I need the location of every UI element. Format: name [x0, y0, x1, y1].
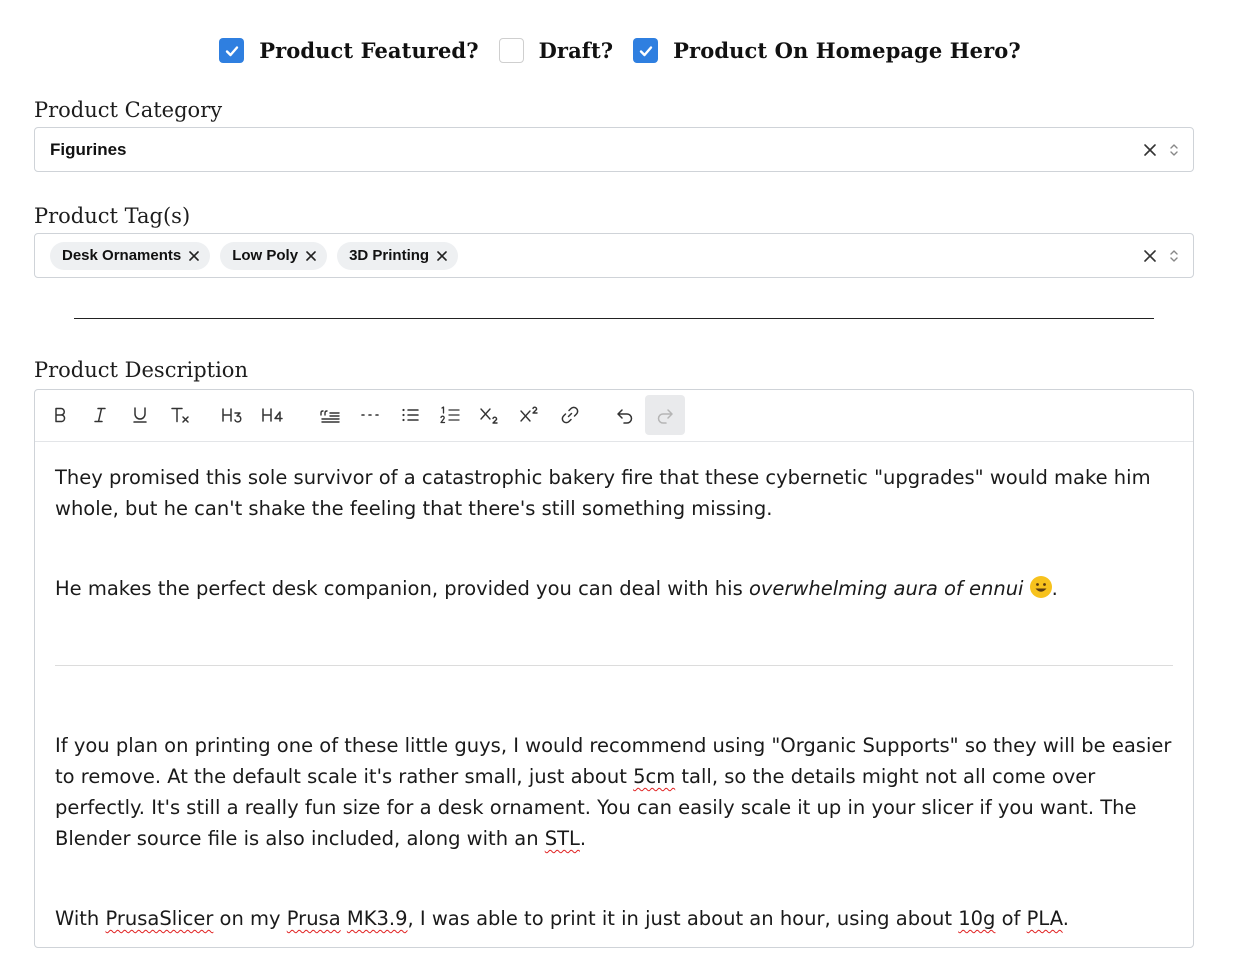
paragraph-text: , I was able to print it in just about an hour, using about	[407, 907, 959, 930]
clear-format-button[interactable]	[160, 395, 200, 435]
check-icon	[224, 43, 240, 59]
bold-button[interactable]	[40, 395, 80, 435]
tags-label: Product Tag(s)	[34, 204, 191, 228]
italic-button[interactable]	[80, 395, 120, 435]
tag-chip	[337, 242, 458, 270]
homepage-hero-checkbox[interactable]	[633, 38, 658, 63]
heading-4-icon	[261, 405, 285, 425]
content-horizontal-rule	[55, 665, 1173, 666]
paragraph-text: With	[55, 907, 106, 930]
misspelled-word[interactable]: Prusa	[286, 907, 341, 930]
paragraph-text: on my	[213, 907, 287, 930]
subscript-icon	[479, 405, 501, 425]
misspelled-word[interactable]: PrusaSlicer	[105, 907, 214, 930]
paragraph-text: of	[995, 907, 1027, 930]
italic-text: overwhelming aura of ennui	[748, 577, 1024, 600]
italic-icon	[90, 405, 110, 425]
link-button[interactable]	[550, 395, 590, 435]
misspelled-word[interactable]: 5cm	[633, 765, 676, 788]
description-label: Product Description	[34, 358, 248, 382]
featured-checkbox-group[interactable]	[219, 38, 498, 63]
description-paragraph	[55, 730, 1173, 854]
paragraph-text: He makes the perfect desk companion, provided you can deal with his	[55, 577, 749, 600]
draft-label: Draft?	[538, 38, 614, 63]
description-paragraph	[55, 573, 1173, 604]
tag-chip-label: Low Poly	[232, 247, 299, 264]
paragraph-text: They promised this sole survivor of a catastrophic bakery fire that these cybernetic "upgrades" would make him whole, but he can't shake the feeling that there's still something missing.	[55, 466, 1151, 520]
check-icon	[638, 43, 654, 59]
grinning-face-emoji-icon	[1030, 576, 1052, 598]
category-select[interactable]	[34, 127, 1194, 172]
heading-4-button[interactable]	[253, 395, 293, 435]
editor-toolbar	[35, 390, 1193, 442]
tag-chip	[50, 242, 210, 270]
chevron-up-down-icon[interactable]	[1169, 248, 1179, 264]
bullet-list-icon	[400, 405, 420, 425]
section-divider	[74, 318, 1154, 319]
misspelled-word[interactable]: 10g	[958, 907, 996, 930]
tags-select[interactable]	[34, 233, 1194, 278]
clear-tags-icon[interactable]	[1143, 249, 1157, 263]
tag-chip-label: 3D Printing	[349, 247, 430, 264]
heading-3-button[interactable]	[213, 395, 253, 435]
underline-icon	[130, 405, 150, 425]
link-icon	[560, 405, 580, 425]
remove-tag-icon[interactable]	[305, 250, 317, 262]
editor-content[interactable]	[35, 442, 1193, 934]
undo-icon	[615, 405, 635, 425]
misspelled-word[interactable]: PLA	[1026, 907, 1063, 930]
tag-chip-label: Desk Ornaments	[62, 247, 182, 264]
paragraph-text: .	[1051, 577, 1058, 600]
tag-chips	[50, 242, 1143, 270]
homepage-hero-checkbox-group[interactable]	[633, 38, 1021, 63]
category-value: Figurines	[50, 139, 127, 159]
horizontal-rule-icon	[360, 405, 380, 425]
heading-3-icon	[221, 405, 245, 425]
category-label: Product Category	[34, 98, 223, 122]
clear-category-icon[interactable]	[1143, 143, 1157, 157]
paragraph-text: tall, so the details might not all come over perfectly. It's still a really fun size for a desk ornament. You can easily scale it up in your slicer if you want. The Blender source file is also included, along with an	[55, 765, 1137, 850]
superscript-button[interactable]	[510, 395, 550, 435]
paragraph-text: .	[1062, 907, 1069, 930]
description-paragraph	[55, 462, 1173, 524]
homepage-hero-label: Product On Homepage Hero?	[673, 38, 1021, 63]
description-editor[interactable]	[34, 389, 1194, 948]
misspelled-word[interactable]: STL	[544, 827, 580, 850]
redo-icon	[655, 405, 675, 425]
featured-label: Product Featured?	[259, 38, 479, 63]
misspelled-word[interactable]: MK3.9	[346, 907, 408, 930]
underline-button[interactable]	[120, 395, 160, 435]
subscript-button[interactable]	[470, 395, 510, 435]
redo-button[interactable]	[645, 395, 685, 435]
flags-row	[0, 38, 1240, 63]
superscript-icon	[519, 405, 541, 425]
horizontal-rule-button[interactable]	[350, 395, 390, 435]
remove-tag-icon[interactable]	[188, 250, 200, 262]
ordered-list-button[interactable]	[430, 395, 470, 435]
paragraph-text: If you plan on printing one of these little guys, I would recommend using "Organic Supports" so they will be easier to remove. At the default scale it's rather small, just about	[55, 734, 1172, 788]
bold-icon	[50, 405, 70, 425]
featured-checkbox[interactable]	[219, 38, 244, 63]
remove-tag-icon[interactable]	[436, 250, 448, 262]
tag-chip	[220, 242, 327, 270]
undo-button[interactable]	[605, 395, 645, 435]
quote-icon	[319, 405, 341, 425]
chevron-up-down-icon[interactable]	[1169, 142, 1179, 158]
paragraph-text: .	[579, 827, 587, 850]
draft-checkbox-group[interactable]	[499, 38, 634, 63]
ordered-list-icon	[439, 405, 461, 425]
bullet-list-button[interactable]	[390, 395, 430, 435]
blockquote-button[interactable]	[310, 395, 350, 435]
clear-format-icon	[169, 405, 191, 425]
draft-checkbox[interactable]	[499, 38, 524, 63]
description-paragraph	[55, 903, 1173, 934]
